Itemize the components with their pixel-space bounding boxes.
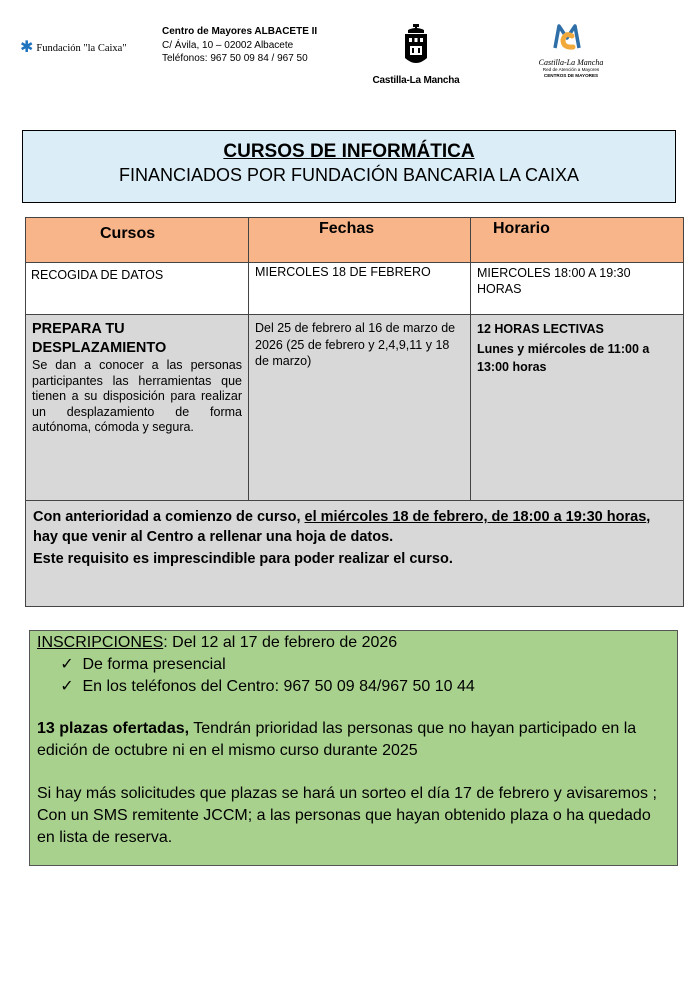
schedule-hours: 12 HORAS LECTIVAS (477, 322, 604, 336)
course-description: Se dan a conocer a las personas participantes las herramientas que tienen a su disposición para realizar un desplazamiento de forma autónoma, cómoda y segura. (32, 358, 242, 434)
caixa-star-icon: ✱ (20, 39, 34, 56)
caixa-logo-text: Fundación "la Caixa" (36, 42, 127, 54)
cm-mark-icon (551, 20, 591, 52)
table-note-row (26, 501, 684, 607)
center-name: Centro de Mayores ALBACETE II (162, 26, 318, 37)
table-header-row (26, 218, 684, 263)
courses-table (25, 217, 684, 607)
check-icon: ✓ (60, 678, 74, 695)
castilla-la-mancha-logo (366, 24, 466, 86)
draw-text: Si hay más solicitudes que plazas se hará un sorteo el día 17 de febrero y avisaremos ; Con un SMS remitente JCCM; a las personas que hayan obtenido plaza o ha quedado en lista de reserva. (37, 785, 657, 846)
table-row (26, 263, 684, 315)
page-subtitle: FINANCIADOS POR FUNDACIÓN BANCARIA LA CAIXA (118, 165, 580, 185)
castilla-la-mancha-mayores-logo (528, 20, 614, 78)
schedule-days: Lunes y miércoles de 11:00 a 13:00 horas (477, 342, 650, 374)
places-priority-text: Tendrán prioridad las personas que no hayan participado en la edición de octubre ni en el mismo curso durante 2025 (37, 720, 637, 759)
header-cell-courses: Cursos (26, 218, 249, 263)
clm2-logo-text: Castilla-La Mancha (538, 58, 604, 67)
clm2-logo-sub2: CENTROS DE MAYORES (543, 73, 599, 78)
row1-course: RECOGIDA DE DATOS (26, 263, 249, 315)
table-row (26, 315, 684, 501)
header-cell-dates: Fechas (249, 218, 471, 263)
center-info (162, 25, 317, 66)
header-cell-schedule: Horario (471, 218, 684, 263)
inscriptions-label: INSCRIPCIONES (37, 634, 164, 651)
note-date-highlight: el miércoles 18 de febrero, de 18:00 a 19:30 horas (304, 509, 647, 525)
course-title: PREPARA TU DESPLAZAMIENTO (32, 321, 167, 356)
clm2-logo-sub: Red de Atención a Mayores (542, 67, 600, 72)
row1-schedule: MIERCOLES 18:00 A 19:30 HORAS (471, 263, 684, 315)
note-cell: Con anterioridad a comienzo de curso, el miércoles 18 de febrero, de 18:00 a 19:30 horas, hay que venir al Centro a rellenar una hoja de datos. Este requisito es imprescindible para poder realizar el curso. (26, 501, 684, 607)
row1-dates: MIERCOLES 18 DE FEBRERO (249, 263, 471, 315)
page-title: CURSOS DE INFORMÁTICA (223, 141, 475, 162)
inscription-method-item: De forma presencial (82, 656, 226, 673)
note-requirement: Este requisito es imprescindible para poder realizar el curso. (33, 551, 453, 567)
row2-schedule (471, 315, 684, 501)
caixa-logo (20, 40, 127, 56)
inscriptions-box (29, 630, 678, 866)
clm-logo-text: Castilla-La Mancha (372, 75, 460, 86)
center-phones: Teléfonos: 967 50 09 84 / 967 50 (162, 53, 308, 64)
places-offered: 13 plazas ofertadas, (37, 720, 190, 737)
check-icon: ✓ (60, 656, 74, 673)
castle-crest-icon (401, 24, 431, 68)
title-box (22, 130, 676, 203)
center-address: C/ Ávila, 10 – 02002 Albacete (162, 39, 294, 51)
row2-course (26, 315, 249, 501)
inscriptions-dates: : Del 12 al 17 de febrero de 2026 (163, 634, 398, 651)
inscription-method-item: En los teléfonos del Centro: 967 50 09 84/967 50 10 44 (82, 678, 475, 695)
row2-dates: Del 25 de febrero al 16 de marzo de 2026 (25 de febrero y 2,4,9,11 y 18 de marzo) (249, 315, 471, 501)
